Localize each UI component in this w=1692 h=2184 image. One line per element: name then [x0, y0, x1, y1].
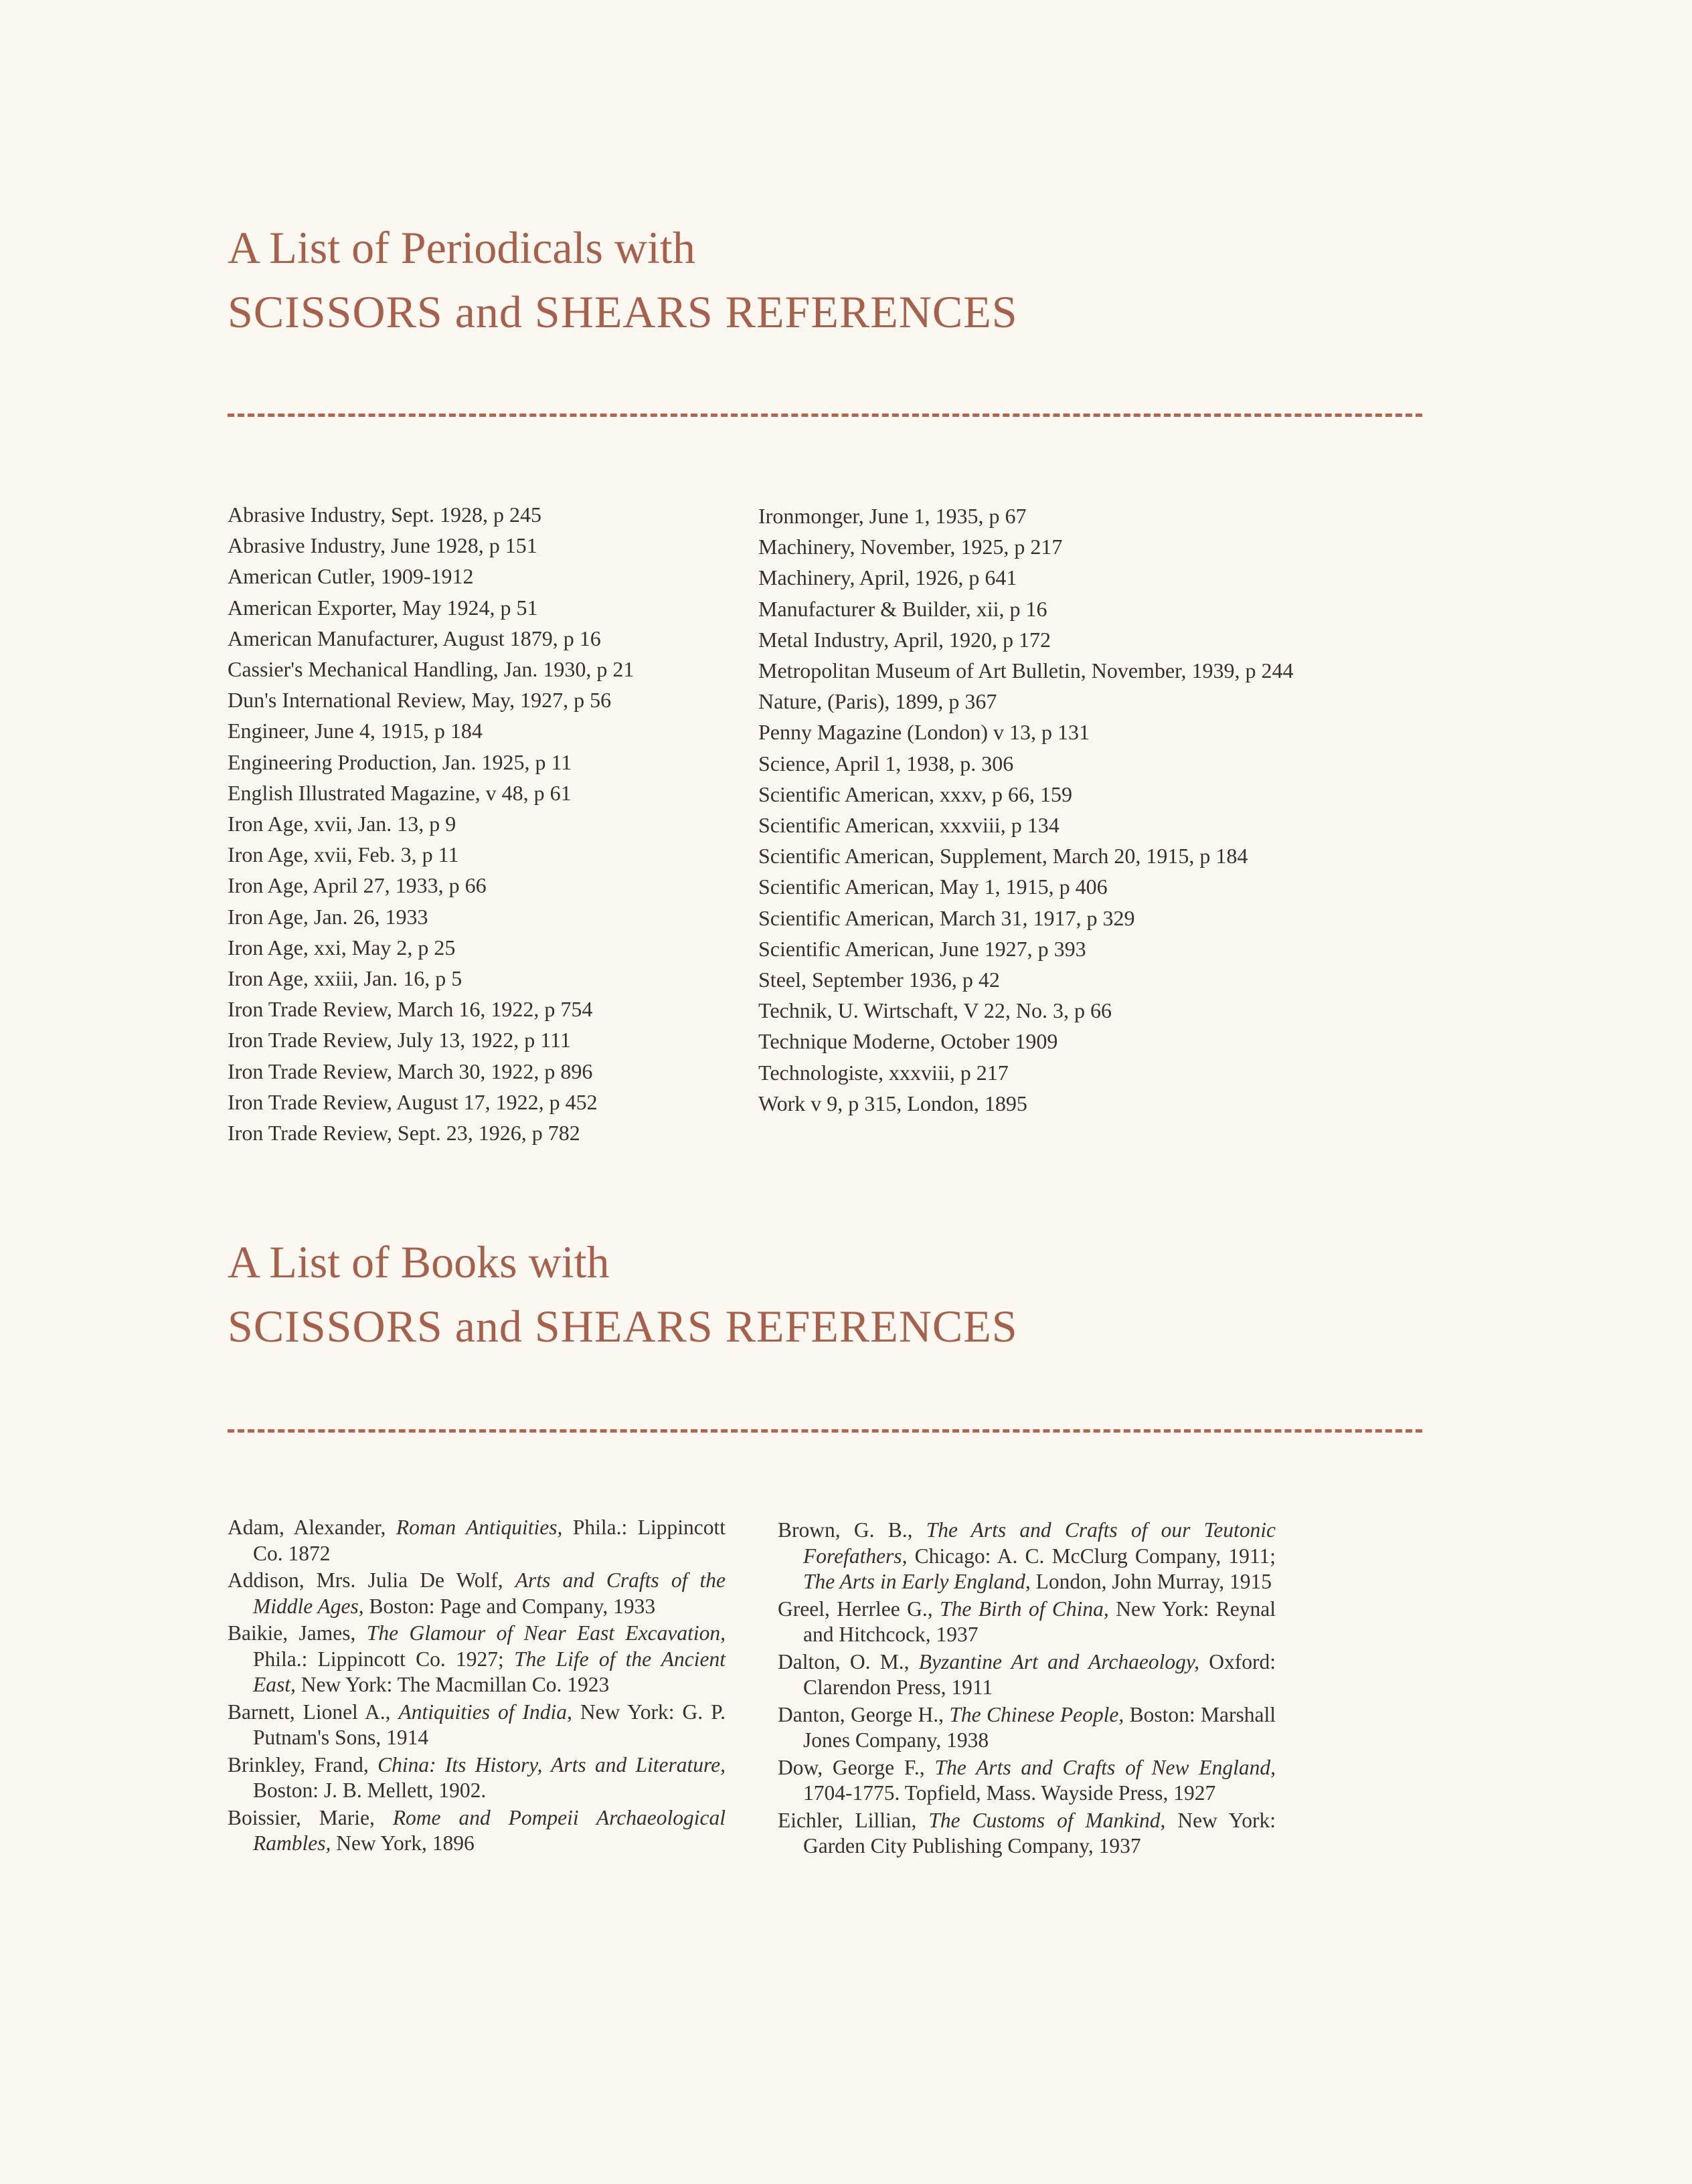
book-entry-text: Chicago: A. C. McClurg Company, 1911;: [907, 1544, 1276, 1568]
book-title: The Arts and Crafts of our Teutonic Forefathers,: [803, 1518, 1276, 1568]
book-entry-text: 1704-1775. Topfield, Mass. Wayside Press, 1927: [803, 1781, 1216, 1805]
periodical-entry: American Exporter, May 1924, p 51: [228, 595, 538, 620]
book-entry-text: Baikie, James,: [228, 1621, 367, 1645]
book-entry: [778, 1649, 1276, 1701]
book-entry: [778, 1518, 1276, 1595]
periodical-entry: Scientific American, Supplement, March 20, 1915, p 184: [758, 844, 1248, 869]
book-entry-text: Oxford: Clarendon Press, 1911: [803, 1649, 1276, 1699]
book-title: Arts and Crafts of the Middle Ages,: [253, 1568, 726, 1618]
book-entry: [228, 1515, 726, 1566]
books-heading-line1: A List of Books with: [228, 1237, 610, 1287]
book-entry-text: London, John Murray, 1915: [1030, 1570, 1272, 1593]
periodical-entry: Machinery, November, 1925, p 217: [758, 535, 1063, 559]
book-title: China: Its History, Arts and Literature,: [377, 1752, 726, 1777]
periodical-entry: Technik, U. Wirtschaft, V 22, No. 3, p 66: [758, 998, 1112, 1023]
periodical-entry: Nature, (Paris), 1899, p 367: [758, 689, 997, 714]
book-entry-text: Boston: J. B. Mellett, 1902.: [253, 1779, 487, 1802]
periodical-entry: Machinery, April, 1926, p 641: [758, 565, 1017, 590]
periodical-entry: Iron Age, xxi, May 2, p 25: [228, 935, 456, 960]
book-entry-text: New York, 1896: [331, 1831, 475, 1855]
book-entry-text: Boissier, Marie,: [228, 1805, 393, 1829]
periodical-entry: Iron Trade Review, July 13, 1922, p 111: [228, 1028, 571, 1053]
periodical-entry: Abrasive Industry, Sept. 1928, p 245: [228, 503, 541, 527]
periodical-entry: Engineer, June 4, 1915, p 184: [228, 719, 483, 743]
book-entry-text: Dow, George F.,: [778, 1755, 935, 1779]
book-entry: [228, 1621, 726, 1698]
periodical-entry: Manufacturer & Builder, xii, p 16: [758, 596, 1047, 621]
periodical-entry: Iron Age, xxiii, Jan. 16, p 5: [228, 966, 462, 991]
periodical-entry: Work v 9, p 315, London, 1895: [758, 1091, 1027, 1115]
book-entry: [778, 1597, 1276, 1648]
book-entry-text: New York: Reynal and Hitchcock, 1937: [803, 1597, 1276, 1646]
book-entry-text: Adam, Alexander,: [228, 1516, 396, 1539]
books-divider: [228, 1429, 1422, 1433]
periodicals-divider: [228, 414, 1422, 417]
book-entry: [228, 1805, 726, 1857]
book-entry-text: Barnett, Lionel A.,: [228, 1700, 399, 1724]
book-entry-text: Danton, George H.,: [778, 1702, 950, 1726]
periodicals-list-right: [758, 500, 1294, 1119]
books-list-right: [778, 1518, 1276, 1861]
book-title: The Chinese People,: [949, 1702, 1124, 1726]
book-entry-text: Phila.: Lippincott Co. 1872: [253, 1516, 726, 1565]
periodical-entry: Scientific American, xxxviii, p 134: [758, 813, 1060, 838]
book-title: Roman Antiquities,: [396, 1516, 563, 1539]
book-title: Rome and Pompeii Archaeological Rambles,: [253, 1805, 726, 1855]
periodicals-heading-line1: A List of Periodicals with: [228, 222, 695, 273]
periodicals-heading: [228, 215, 1018, 344]
book-entry-text: New York: The Macmillan Co. 1923: [295, 1673, 610, 1696]
book-entry: [228, 1700, 726, 1751]
book-entry-text: Boston: Marshall Jones Company, 1938: [803, 1702, 1276, 1752]
periodical-entry: Metal Industry, April, 1920, p 172: [758, 627, 1051, 652]
book-entry: [228, 1752, 726, 1804]
book-title: The Arts and Crafts of New England,: [934, 1755, 1276, 1779]
book-entry-text: Eichler, Lillian,: [778, 1808, 929, 1832]
book-title: Antiquities of India,: [398, 1700, 572, 1724]
book-entry: [778, 1702, 1276, 1754]
periodical-entry: Dun's International Review, May, 1927, p 56: [228, 688, 612, 713]
periodical-entry: Ironmonger, June 1, 1935, p 67: [758, 504, 1027, 528]
periodical-entry: Engineering Production, Jan. 1925, p 11: [228, 749, 572, 774]
books-heading: [228, 1230, 1018, 1358]
periodical-entry: Technique Moderne, October 1909: [758, 1029, 1058, 1054]
book-entry-text: Phila.: Lippincott Co. 1927;: [253, 1647, 515, 1671]
periodical-entry: Iron Age, xvii, Jan. 13, p 9: [228, 812, 456, 836]
book-title: The Life of the Ancient East,: [253, 1647, 726, 1696]
book-entry-text: Boston: Page and Company, 1933: [363, 1594, 656, 1618]
periodical-entry: Penny Magazine (London) v 13, p 131: [758, 720, 1090, 745]
book-title: Byzantine Art and Archaeology,: [918, 1649, 1199, 1673]
periodical-entry: Scientific American, March 31, 1917, p 329: [758, 905, 1135, 930]
books-heading-line2: SCISSORS and SHEARS REFERENCES: [228, 1301, 1018, 1352]
periodical-entry: English Illustrated Magazine, v 48, p 61: [228, 780, 572, 805]
periodical-entry: Science, April 1, 1938, p. 306: [758, 751, 1014, 776]
periodical-entry: Metropolitan Museum of Art Bulletin, November, 1939, p 244: [758, 658, 1294, 683]
books-list-left: [228, 1515, 726, 1858]
book-title: The Glamour of Near East Excavation,: [366, 1621, 726, 1645]
book-entry-text: Dalton, O. M.,: [778, 1649, 919, 1673]
periodical-entry: Iron Trade Review, March 16, 1922, p 754: [228, 997, 593, 1022]
periodical-entry: Cassier's Mechanical Handling, Jan. 1930, p 21: [228, 657, 634, 682]
book-entry: [228, 1568, 726, 1619]
periodical-entry: Abrasive Industry, June 1928, p 151: [228, 533, 537, 558]
book-entry-text: New York: G. P. Putnam's Sons, 1914: [253, 1700, 726, 1749]
periodical-entry: Scientific American, xxxv, p 66, 159: [758, 782, 1072, 806]
periodical-entry: American Cutler, 1909-1912: [228, 564, 474, 589]
periodical-entry: Iron Age, Jan. 26, 1933: [228, 904, 428, 929]
periodical-entry: Iron Age, April 27, 1933, p 66: [228, 873, 487, 898]
book-entry: [778, 1808, 1276, 1859]
periodical-entry: Steel, September 1936, p 42: [758, 968, 1000, 992]
book-entry-text: New York: Garden City Publishing Company, 1937: [803, 1808, 1276, 1857]
periodical-entry: Scientific American, June 1927, p 393: [758, 936, 1086, 961]
book-entry-text: Greel, Herrlee G.,: [778, 1597, 940, 1621]
book-title: The Customs of Mankind,: [928, 1808, 1166, 1832]
book-entry-text: Brinkley, Frand,: [228, 1752, 378, 1777]
periodicals-list-left: [228, 499, 634, 1148]
periodicals-heading-line2: SCISSORS and SHEARS REFERENCES: [228, 286, 1018, 337]
book-entry-text: Brown, G. B.,: [778, 1518, 926, 1542]
book-title: The Birth of China,: [940, 1597, 1109, 1621]
periodical-entry: Scientific American, May 1, 1915, p 406: [758, 875, 1108, 899]
book-title: The Arts in Early England,: [803, 1570, 1031, 1593]
periodical-entry: American Manufacturer, August 1879, p 16: [228, 626, 601, 650]
periodical-entry: Iron Trade Review, August 17, 1922, p 452: [228, 1089, 598, 1114]
book-entry-text: Addison, Mrs. Julia De Wolf,: [228, 1568, 515, 1592]
book-entry: [778, 1755, 1276, 1807]
periodical-entry: Technologiste, xxxviii, p 217: [758, 1060, 1009, 1085]
periodical-entry: Iron Trade Review, Sept. 23, 1926, p 782: [228, 1121, 580, 1146]
periodical-entry: Iron Trade Review, March 30, 1922, p 896: [228, 1059, 593, 1083]
periodical-entry: Iron Age, xvii, Feb. 3, p 11: [228, 842, 459, 867]
